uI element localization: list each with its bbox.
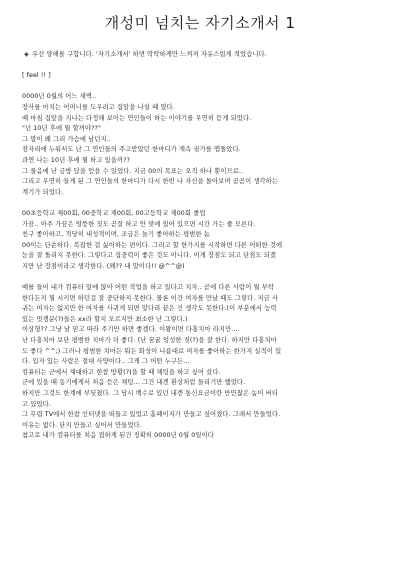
text-line: 이유는 없다. 단지 만들고 싶어서 만들었다. [22, 421, 142, 429]
text-line: 00초등학교 제00회, 00중학교 제00회, 00고등학교 제00회 졸업 [22, 209, 206, 217]
text-line: 그리고 우연히 들게 된 그 연인들의 한마디가 다시 한번 나 자신을 돌아보며 곰곰이 생각하는 [22, 178, 279, 186]
intro-text: 우선 양해를 구합니다. '자기소개서' 하면 딱딱하게만 느껴져 자유스럽게 적었습니다. [31, 51, 267, 58]
text-line: 친구 좋아하고, 적당히 내성적이며, 조금은 놀기 좋아하는 평범한 놈 [22, 231, 210, 239]
text-line: 하지만 그것도 한계에 부딪쳤다. 그 당시 백수로 있던 내겐 통신요금이란 만만찮은 놈이 버티 [22, 390, 279, 397]
paragraph-3 [22, 283, 378, 442]
document-body [22, 50, 378, 442]
paragraph-2 [22, 209, 378, 273]
text-line: 가끔.. 아주 가끔은 엉뚱한 짓도 곧잘 하고 안 맞에 있어 있으면 시간 가는 줄 모른다. [22, 220, 256, 228]
text-line: 계기가 되었다. [22, 188, 64, 196]
text-line: 잠자리에 누워서도 난 그 연인들의 주고받았던 한마디가 계속 귓가를 맴돌았다. [22, 146, 241, 154]
text-line: 한다든지 뭘 시키면 하던걸 잘 중단하지 못한다. 물론 이건 여자를 만날 때도 그렇다. 지금 사 [22, 294, 279, 302]
diamond-bullet-icon: ◈ [24, 51, 29, 58]
text-line: 그 말이 왜 그리 가슴에 남던지.. [22, 135, 111, 143]
text-line: 00이는 단순하다. 복잡한 걸 싫어하는 편이다. 그리고 할 한가지를 시작하면 다른 어떠한 것에 [22, 241, 283, 249]
text-line: 지만 난 장점이라고 생각한다. (왜?? 내 말이다!! @^^@) [22, 262, 185, 270]
text-line: 군에 있을 때 동기에게서 처음 듣은 채팅... 그건 내겐 환상처럼 들리기만 했었다. [22, 379, 246, 387]
text-line: 난 다홍치마 보단 평범한 치마가 더 좋다. (난 꿈꿀 엉성한 짓(?)을 잘 한다. 하지만 다홍치마 [22, 337, 277, 345]
text-line: 그 물음에 난 금방 답을 얻을 수 있었다. 지금 00의 목표는 오직 하나 뿐이므로.. [22, 167, 244, 175]
text-line: 고 있었다. [22, 400, 51, 408]
text-line: 과연 나는 10년 후에 뭘 하고 있을까?? [22, 156, 131, 164]
feel-tag: [ feel !! ] [22, 72, 51, 80]
text-line: 이상형?? 그냥 날 믿고 따라 주기만 하면 좋겠다. 이왕이면 다홍치마 라지만.... [22, 326, 240, 334]
paragraph-1 [22, 92, 378, 198]
text-line: 예를 들어 내가 컴퓨터 앞에 앉아 어떤 작업을 하고 있다고 치자.. 곧에 다른 사람이 뭘 부탁 [22, 284, 275, 292]
text-line: 그 무렵 TV에서 한참 인터넷을 떠들고 있었고 홈페이지가 만들고 싶어졌다. 그래서 만들었다. [22, 411, 281, 419]
text-line: 컴퓨터는 군에서 제대하고 한참 방황(?)을 할 때 채팅을 하고 싶어 샀다. [22, 368, 221, 376]
text-line: 도 좋다 ^^;) 그러나 평범한 치마든 뭐든 화성이 나름대로 여자를 좋아하는 한가지 실적이 있 [22, 347, 282, 355]
text-line: "넌 10년 후에 뭘 할꺼야??" [22, 125, 101, 133]
text-line: 때 마침 집앞을 지나는 다정해 보이는 연인들이 하는 이야기를 우연히 듣게 되었다. [22, 114, 252, 122]
text-line: 귀는 여자는 없지만 한 여자를 사귀게 되면 앞다리 끝은 건 생각도 못한다.(이 부분에서 능력 [22, 305, 277, 313]
intro-line [22, 50, 378, 61]
text-line: 눈을 잘 돌리지 못한다. 그렇다고 집중력이 좋은 것도 아니다. 이게 장점도 되고 단점도 되겠 [22, 252, 277, 260]
text-line: 참고로 내가 컴퓨터를 처음 접하게 된건 정확히 0000년 0월 0일이다 [22, 432, 214, 440]
text-line: 장사를 마치는 어머니를 도우려고 집앞을 나설 때 였다. [22, 103, 175, 111]
text-line: 다. 입자 있는 사람은 절대 사양이다.. 그게 그 어떤 누구든... [22, 358, 190, 366]
text-line: 있는 멋쟁분(?)들은 xx라 할지 모르지만 최소한 난 그렇다.) [22, 315, 188, 323]
text-line: 0000년 0월의 어느 새벽.. [22, 93, 97, 101]
document-title: 개성미 넘치는 자기소개서 1 [104, 14, 296, 32]
